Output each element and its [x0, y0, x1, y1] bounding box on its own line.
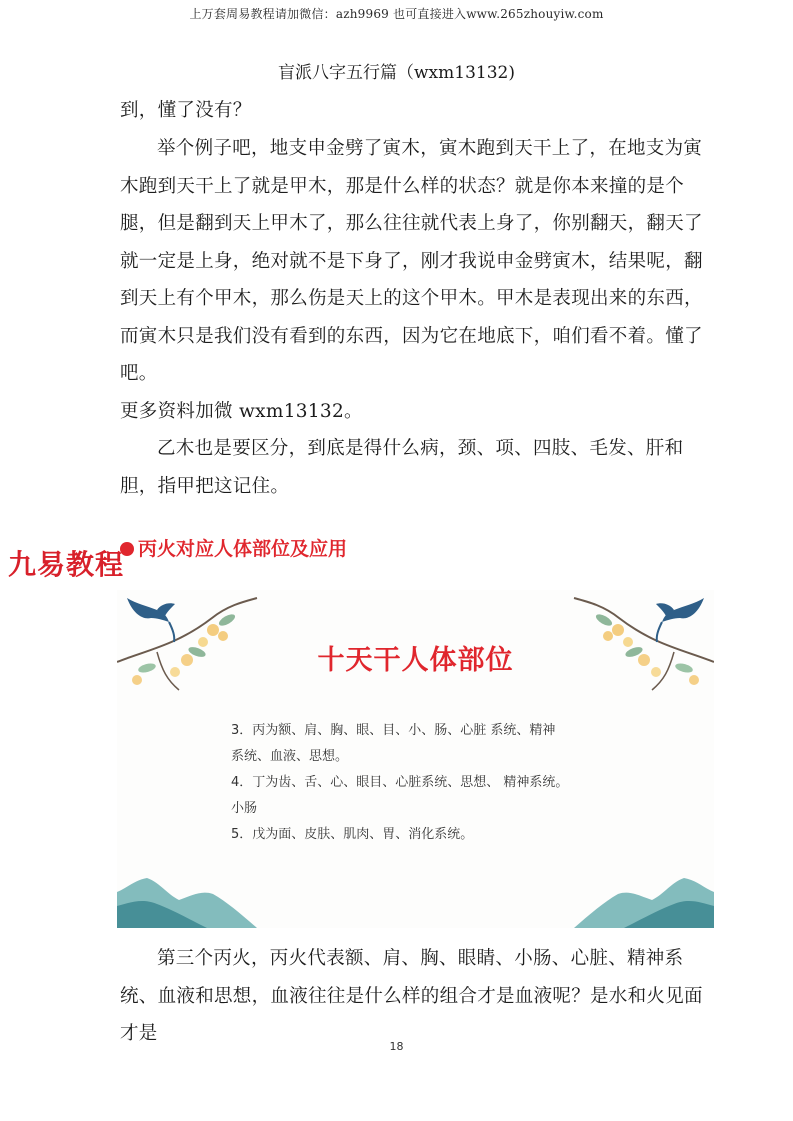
paragraph-2-text: 举个例子吧，地支申金劈了寅木，寅木跑到天干上了，在地支为寅木跑到天干上了就是甲木，那是什么样的状态？就是你本来撞的是个腿，但是翻到天上甲木了，那么往往就代表上身了，你别翻天，翻天了就一定是上身，绝对就不是下身了，刚才我说申金劈寅木，结果呢，翻到天上有个甲木，那么伤是天上的这个甲木。甲木是表现出来的东西，而寅木只是我们没有看到的东西，因为它在地底下，咱们看不着。懂了吧。: [120, 138, 703, 384]
slide-line: 系统、血液、思想。: [231, 749, 349, 764]
brand-stamp: 九易教程: [8, 548, 125, 581]
mountains-right-icon: [574, 870, 714, 928]
slide-line: 3．丙为额、肩、胸、眼、目、小、肠、心脏 系统、精神: [231, 723, 556, 738]
header-watermark: 上万套周易教程请加微信：azh9969 也可直接进入www.265zhouyiw.com: [189, 7, 604, 21]
document-title: 盲派八字五行篇（wxm13132): [278, 63, 515, 83]
mountains-left-icon: [117, 870, 257, 928]
paragraph-1-text: 到，懂了没有？: [120, 100, 252, 121]
paragraph-3-text: 乙木也是要区分，到底是得什么病，颈、项、四肢、毛发、肝和胆，指甲把这记住。: [120, 438, 684, 497]
section-heading-text: 丙火对应人体部位及应用: [138, 538, 348, 560]
page-number: 18: [389, 1040, 404, 1053]
slide-content: [231, 718, 631, 848]
slide-title: 十天干人体部位: [317, 645, 514, 676]
slide-line: 4．丁为齿、舌、心、眼目、心脏系统、思想、 精神系统。: [231, 775, 569, 790]
slide-line: 5．戊为面、皮肤、肌肉、胃、消化系统。: [231, 827, 474, 842]
paragraph-3: [120, 430, 705, 505]
paragraph-2-tail: 更多资料加微 wxm13132。: [120, 400, 363, 422]
paragraph-4: [120, 940, 705, 1053]
paragraph-4-text: 第三个丙火，丙火代表额、肩、胸、眼睛、小肠、心脏、精神系统、血液和思想，血液往往是什么样的组合才是血液呢？是水和火见面才是: [120, 948, 703, 1044]
paragraph-1: [120, 92, 705, 130]
section-heading: [120, 534, 347, 561]
paragraph-2: [120, 130, 705, 430]
slide-image: [117, 590, 714, 928]
slide-line: 小肠: [231, 801, 258, 816]
